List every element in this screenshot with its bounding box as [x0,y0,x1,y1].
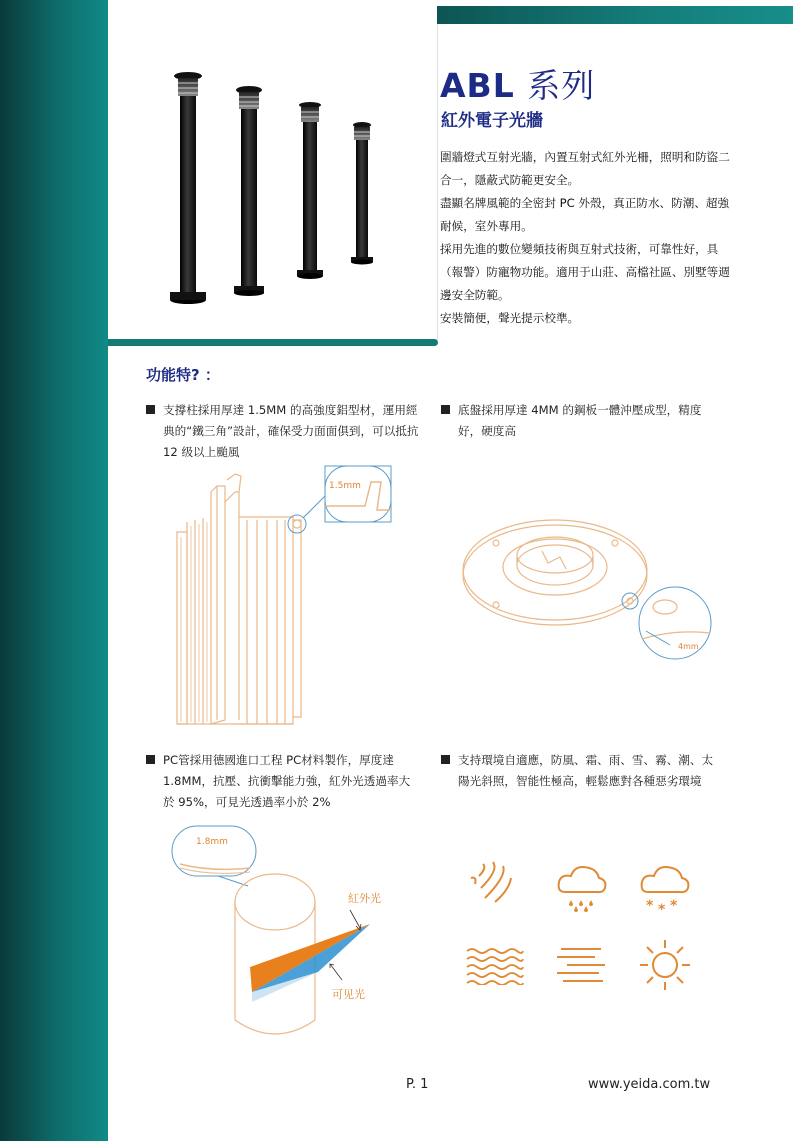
tube-thickness-label: 1.8mm [196,837,228,847]
svg-text:*: * [670,898,678,914]
series-label: 系列 [527,66,596,105]
base-plate-diagram [460,515,720,670]
intro-line: 盡顯名牌風範的全密封 PC 外殼，真正防水、防潮、超強耐候，室外專用。 [440,196,730,233]
page-number: P. 1 [406,1077,429,1092]
product-subtitle: 紅外電子光牆 [441,111,543,131]
feature-text: 支撐柱採用厚達 1.5MM 的高強度鋁型材，運用經典的“鐵三角”設計，確保受力面面俱到，可以抵抗 12 级以上颱風 [163,403,419,459]
feature-item [441,750,716,792]
website-link[interactable]: www.yeida.com.tw [588,1077,711,1092]
feature-item [146,750,421,813]
brand-name: ABL [440,66,515,105]
intro-text [440,146,730,330]
feature-text: 支持環境自適應，防風、霜、雨、雪、霧、潮、太陽光斜照，智能性極高，輕鬆應對各種惡劣環境 [458,753,714,788]
svg-text:*: * [658,902,666,915]
intro-line: 採用先進的數位變頻技術與互射式技術，可靠性好，具（報警）防寵物功能。適用于山莊、高檔社區、別墅等週邊安全防範。 [440,242,730,302]
infrared-beam [250,924,370,992]
bullet-square-icon [146,755,155,764]
bullet-square-icon [441,405,450,414]
product-title [440,60,595,107]
snow-icon [638,860,693,915]
feature-item [146,400,421,463]
visible-light-label: 可见光 [332,988,365,1001]
pole-3 [297,102,323,279]
intro-line: 安裝簡便，聲光提示校準。 [440,311,580,325]
aluminum-profile-diagram [165,462,405,730]
sun-icon [638,938,692,992]
features-heading: 功能特? ： [146,366,220,384]
fog-icon [465,945,525,985]
rain-icon [555,860,610,915]
bullet-square-icon [441,755,450,764]
bullet-square-icon [146,405,155,414]
pc-tube-diagram [170,822,400,1052]
feature-text: 底盤採用厚達 4MM 的鋼板一體沖壓成型，精度好，硬度高 [458,403,702,438]
infrared-label: 紅外光 [348,892,381,905]
haze-icon [555,945,607,985]
left-sidebar-band [0,0,108,1141]
header-vertical-rule [437,24,438,340]
svg-text:*: * [646,898,654,914]
product-poles-image [160,68,400,308]
feature-text: PC管採用德國進口工程 PC材料製作，厚度達 1.8MM，抗壓、抗衝擊能力強，紅外光透過率大於 95%，可見光透過率小於 2% [163,753,411,809]
pole-2 [234,86,264,296]
base-thickness-label: 4mm [678,642,699,651]
feature-item [441,400,716,442]
wind-icon [465,858,515,908]
pole-4 [351,122,373,265]
profile-thickness-label: 1.5mm [329,481,361,491]
section-divider [108,339,438,346]
pole-1 [170,72,206,304]
top-accent-bar [437,6,793,24]
intro-line: 圍牆燈式互射光牆，內置互射式紅外光柵，照明和防盜二合一，隱蔽式防範更安全。 [440,150,730,187]
